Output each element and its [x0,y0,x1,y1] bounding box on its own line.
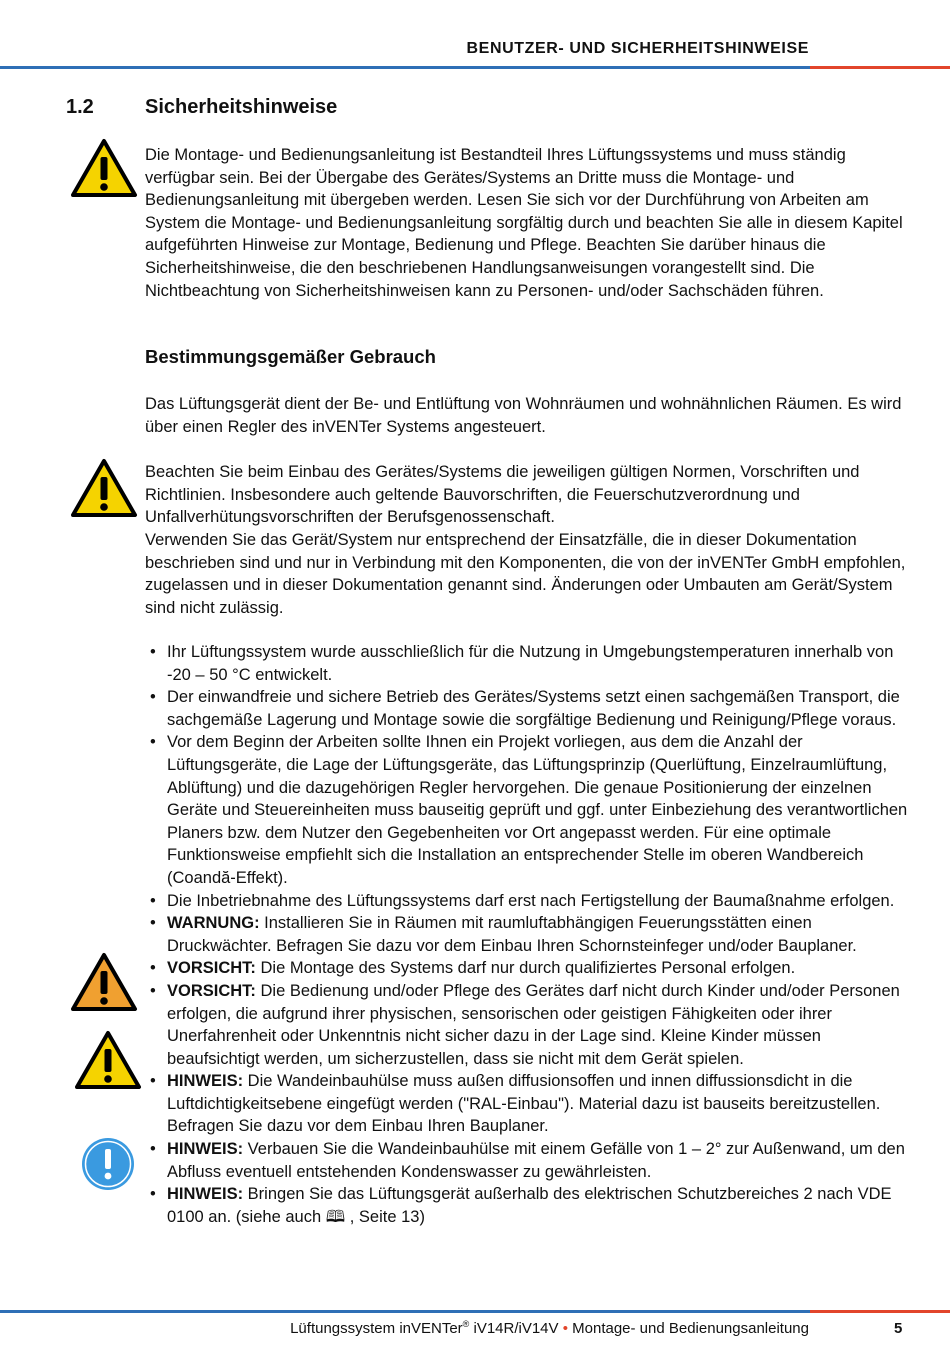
list-item [145,641,915,686]
bullet-label: WARNUNG: [167,914,260,933]
bullet-text: Die Wandeinbauhülse muss außen diffusionsoffen und innen diffussionsdicht in die Luftdichtigkeitsebene eingefügt werden ("RAL-Einbau"). Material dazu ist bauseits bereitzustellen. Befragen Sie dazu vor dem Einbau Ihren Bauplaner. [167,1072,881,1136]
list-item [145,1138,915,1183]
list-item [145,686,915,731]
intro-paragraph: Die Montage- und Bedienungsanleitung ist Bestandteil Ihres Lüftungssystems und muss ständig verfügbar sein. Bei der Übergabe des Gerätes/Systems an Dritte muss die Montage- und Bedienungsanleitung mit übergeben werden. Lesen Sie sich vor der Durchführung von Arbeiten am System die Montage- und Bedienungsanleitung sorgfältig durch und beachten Sie alle in diesem Kapitel aufgeführten Hinweise zur Montage, Bedienung und Pflege. Beachten Sie darüber hinaus die Sicherheitshinweise, die den beschriebenen Handlungsanweisungen vorangestellt sind. Die Nichtbeachtung von Sicherheitshinweisen kann zu Personen- und/oder Sachschäden führen. [145,146,903,300]
bullet-label: VORSICHT: [167,959,256,978]
list-item [145,912,915,957]
usage-heading: Bestimmungsgemäßer Gebrauch [145,346,436,367]
usage-paragraph: Das Lüftungsgerät dient der Be- und Entlüftung von Wohnräumen und wohnähnlichen Räumen. Es wird über einen Regler des inVENTer Systems angesteuert. [145,395,902,436]
bullet-text: Installieren Sie in Räumen mit raumluftabhängigen Feuerungsstätten einen Druckwächter. Befragen Sie dazu vor dem Einbau Ihren Schornsteinfeger und/oder Bauplaner. [167,914,857,955]
norms-paragraph: Beachten Sie beim Einbau des Gerätes/Systems die jeweiligen gültigen Normen, Vorschriften und Richtlinien. Insbesondere auch geltende Bauvorschriften, die Feuerschutzverordnung und Unfallverhütungsvorschriften der Berufsgenossenschaft. [145,463,860,527]
bullet-text: Der einwandfreie und sichere Betrieb des Gerätes/Systems setzt einen sachgemäßen Transport, die sachgemäße Lagerung und Montage sowie die sorgfältige Bedienung und Reinigung/Pflege voraus. [167,688,900,729]
registered-mark: ® [462,1319,470,1329]
bullet-label: HINWEIS: [167,1072,244,1091]
footer-model: iV14R/iV14V [469,1320,563,1337]
footer-rule-blue [0,1310,810,1313]
bullet-text: Die Inbetriebnahme des Lüftungssystems darf erst nach Fertigstellung der Baumaßnahme erfolgen. [167,891,895,910]
info-circle-icon [80,1136,136,1192]
usage-scope-paragraph: Verwenden Sie das Gerät/System nur entsprechend der Einsatzfälle, die in dieser Dokumentation beschrieben sind und nur in Verbindung mit den Komponenten, die von der inVENTer GmbH empfohlen, zugelassen und in dieser Dokumentation genannt sind. Änderungen oder Umbauten am Gerät/System sind nicht zulässig. [145,531,906,617]
bullet-text: Ihr Lüftungssystem wurde ausschließlich für die Nutzung in Umgebungstemperaturen innerhalb von -20 – 50 °C entwickelt. [167,643,894,684]
warning-triangle-icon [74,1030,142,1090]
bullet-text: Die Bedienung und/oder Pflege des Gerätes darf nicht durch Kinder und/oder Personen erfolgen, die aufgrund ihrer physischen, sensorischen oder geistigen Fähigkeiten oder ihrer Unerfahrenheit oder Unkenntnis nicht sicher dazu in der Lage sind. Kleine Kinder müssen beaufsichtigt werden, um sicherzustellen, dass sie nicht mit dem Gerät spielen. [167,981,900,1068]
section-title: Sicherheitshinweise [145,96,338,118]
bullet-text: Vor dem Beginn der Arbeiten sollte Ihnen ein Projekt vorliegen, aus dem die Anzahl der Lüftungsgeräte, die Lage der Lüftungsgeräte, das Lüftungsprinzip (Querlüftung, Einzelraumlüftung, Ablüftung) und die dazugehörigen Regler hervorgehen. Die genaue Positionierung der einzelnen Geräte und Steuereinheiten muss bauseitig geprüft und ggf. unter Einbeziehung des verantwortlichen Planers bzw. dem Nutzer den Gegebenheiten vor Ort angepasst werden. Für eine optimale Funktionsweise empfiehlt sich die Installation an entsprechender Stelle im oberen Wandbereich (Coandă-Effekt). [167,733,908,887]
header-rule-blue [0,66,810,69]
header-title: BENUTZER- UND SICHERHEITSHINWEISE [466,40,809,57]
warning-triangle-icon [70,458,138,518]
bullet-label: VORSICHT: [167,981,256,1000]
warning-triangle-orange-icon [70,952,138,1012]
footer-rule [0,1310,950,1313]
section-number: 1.2 [66,96,94,118]
footer-rule-red [810,1310,950,1313]
warning-triangle-icon [70,138,138,198]
footer-doc: Montage- und Bedienungsanleitung [567,1320,809,1337]
bullet-label: HINWEIS: [167,1140,244,1159]
list-item [145,890,915,913]
header-rule [0,66,950,69]
bullet-text: Die Montage des Systems darf nur durch qualifiziertes Personal erfolgen. [255,959,796,978]
footer-product: Lüftungssystem inVENTer [290,1320,463,1337]
bullet-text: Bringen Sie das Lüftungsgerät außerhalb des elektrischen Schutzbereiches 2 nach VDE 0100 an. (siehe auch 🕮 , Seite 13) [167,1185,892,1226]
list-item [145,1070,915,1138]
list-item [145,957,915,980]
footer-text [290,1320,809,1337]
safety-bullet-list [145,641,915,1228]
bullet-text: Verbauen Sie die Wandeinbauhülse mit einem Gefälle von 1 – 2° zur Außenwand, um den Abfluss eventuell entstehenden Kondenswasser zu gewährleisten. [167,1140,905,1181]
list-item [145,980,915,1070]
bullet-label: HINWEIS: [167,1185,244,1204]
header-rule-red [810,66,950,69]
page-number: 5 [894,1320,903,1337]
footer-separator: • [562,1320,568,1337]
list-item [145,731,915,889]
list-item [145,1183,915,1228]
